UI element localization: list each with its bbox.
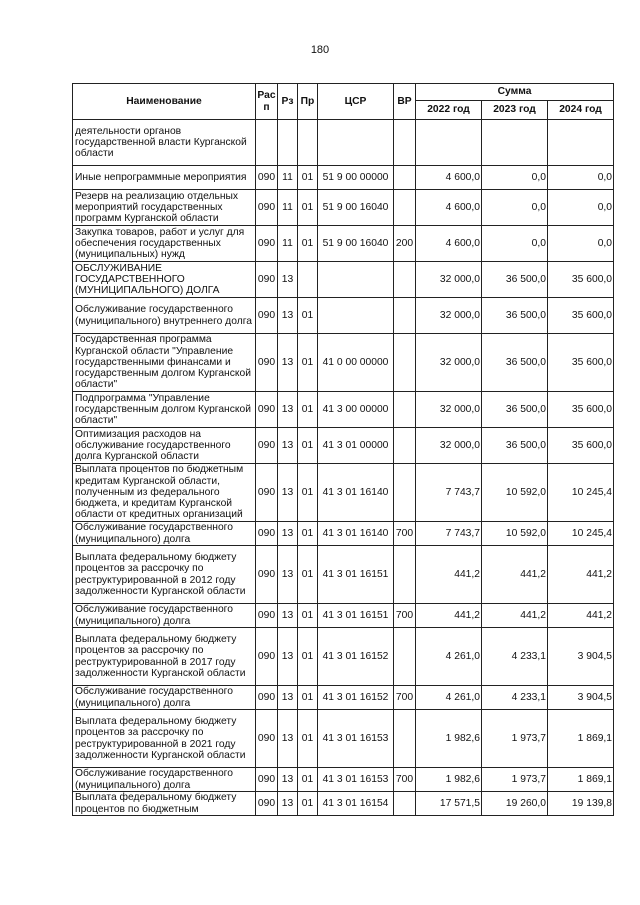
row-rasp: 090	[256, 710, 278, 768]
col-header-rasp: Рас п	[256, 84, 278, 120]
row-csr: 41 3 01 16140	[318, 522, 394, 546]
row-vr	[394, 428, 416, 464]
table-row	[73, 628, 614, 686]
row-name: Обслуживание государственного (муниципального) долга	[73, 768, 256, 792]
row-rasp: 090	[256, 464, 278, 522]
row-pr: 01	[298, 686, 318, 710]
row-name: Обслуживание государственного (муниципального) долга	[73, 686, 256, 710]
row-name: Выплата федеральному бюджету процентов за рассрочку по реструктурированной в 2017 году задолженности Курганской области	[73, 628, 256, 686]
row-pr: 01	[298, 464, 318, 522]
row-amount-2022: 7 743,7	[416, 464, 482, 522]
table-row	[73, 190, 614, 226]
row-csr: 41 3 01 16151	[318, 546, 394, 604]
table-row	[73, 262, 614, 298]
row-pr: 01	[298, 792, 318, 816]
row-amount-2024: 441,2	[548, 546, 614, 604]
row-amount-2022	[416, 120, 482, 166]
table-row	[73, 604, 614, 628]
row-vr: 700	[394, 522, 416, 546]
row-name: Подпрограмма "Управление государственным долгом Курганской области"	[73, 392, 256, 428]
row-vr	[394, 546, 416, 604]
row-rasp: 090	[256, 768, 278, 792]
row-rasp: 090	[256, 546, 278, 604]
row-rasp: 090	[256, 190, 278, 226]
row-rz: 13	[278, 464, 298, 522]
table-row	[73, 522, 614, 546]
row-amount-2022: 4 600,0	[416, 226, 482, 262]
row-rz: 13	[278, 522, 298, 546]
row-rasp: 090	[256, 298, 278, 334]
row-rasp	[256, 120, 278, 166]
row-csr	[318, 298, 394, 334]
row-amount-2023: 36 500,0	[482, 428, 548, 464]
row-rasp: 090	[256, 166, 278, 190]
row-rz: 11	[278, 226, 298, 262]
table-row	[73, 792, 614, 816]
row-rz: 13	[278, 428, 298, 464]
row-name: Иные непрограммные мероприятия	[73, 166, 256, 190]
row-amount-2022: 4 261,0	[416, 686, 482, 710]
row-name: деятельности органов государственной власти Курганской области	[73, 120, 256, 166]
row-amount-2023: 1 973,7	[482, 768, 548, 792]
row-amount-2022: 32 000,0	[416, 428, 482, 464]
col-header-2024: 2024 год	[548, 101, 614, 120]
row-pr: 01	[298, 392, 318, 428]
col-header-2023: 2023 год	[482, 101, 548, 120]
row-amount-2022: 7 743,7	[416, 522, 482, 546]
row-amount-2023: 4 233,1	[482, 686, 548, 710]
row-rz: 13	[278, 334, 298, 392]
row-csr	[318, 120, 394, 166]
row-name: Выплата федеральному бюджету процентов за рассрочку по реструктурированной в 2021 году задолженности Курганской области	[73, 710, 256, 768]
row-vr	[394, 262, 416, 298]
row-csr: 41 3 01 00000	[318, 428, 394, 464]
row-rz	[278, 120, 298, 166]
row-vr: 200	[394, 226, 416, 262]
row-pr: 01	[298, 298, 318, 334]
row-amount-2024: 35 600,0	[548, 298, 614, 334]
row-amount-2022: 32 000,0	[416, 298, 482, 334]
row-pr: 01	[298, 604, 318, 628]
table-row	[73, 710, 614, 768]
col-header-name: Наименование	[73, 84, 256, 120]
row-csr: 41 3 01 16151	[318, 604, 394, 628]
row-name: Закупка товаров, работ и услуг для обеспечения государственных (муниципальных) нужд	[73, 226, 256, 262]
row-vr	[394, 120, 416, 166]
row-amount-2024: 1 869,1	[548, 710, 614, 768]
table-row	[73, 464, 614, 522]
row-name: ОБСЛУЖИВАНИЕ ГОСУДАРСТВЕННОГО (МУНИЦИПАЛЬНОГО) ДОЛГА	[73, 262, 256, 298]
row-amount-2024: 35 600,0	[548, 428, 614, 464]
row-vr	[394, 166, 416, 190]
row-rz: 13	[278, 546, 298, 604]
row-name: Оптимизация расходов на обслуживание государственного долга Курганской области	[73, 428, 256, 464]
row-amount-2024	[548, 120, 614, 166]
row-pr: 01	[298, 546, 318, 604]
row-amount-2024: 3 904,5	[548, 628, 614, 686]
row-csr: 41 3 01 16152	[318, 628, 394, 686]
row-csr: 41 3 01 16154	[318, 792, 394, 816]
row-pr: 01	[298, 522, 318, 546]
row-name: Резерв на реализацию отдельных мероприятий государственных программ Курганской области	[73, 190, 256, 226]
row-rasp: 090	[256, 686, 278, 710]
col-header-pr: Пр	[298, 84, 318, 120]
row-csr	[318, 262, 394, 298]
table-row	[73, 428, 614, 464]
row-rz: 11	[278, 190, 298, 226]
col-header-csr: ЦСР	[318, 84, 394, 120]
row-pr: 01	[298, 768, 318, 792]
table-header	[73, 84, 614, 120]
row-rz: 13	[278, 298, 298, 334]
row-pr: 01	[298, 334, 318, 392]
row-rasp: 090	[256, 428, 278, 464]
row-amount-2023: 0,0	[482, 190, 548, 226]
row-vr	[394, 792, 416, 816]
row-amount-2024: 35 600,0	[548, 262, 614, 298]
row-amount-2024: 0,0	[548, 226, 614, 262]
table-body	[73, 120, 614, 816]
row-amount-2024: 3 904,5	[548, 686, 614, 710]
row-rz: 13	[278, 392, 298, 428]
row-name: Обслуживание государственного (муниципального) долга	[73, 522, 256, 546]
row-amount-2022: 4 600,0	[416, 190, 482, 226]
table-row	[73, 166, 614, 190]
row-amount-2024: 10 245,4	[548, 522, 614, 546]
row-amount-2024: 35 600,0	[548, 392, 614, 428]
col-header-vr: ВР	[394, 84, 416, 120]
row-amount-2023: 4 233,1	[482, 628, 548, 686]
row-name: Выплата федеральному бюджету процентов по бюджетным	[73, 792, 256, 816]
row-amount-2023: 10 592,0	[482, 522, 548, 546]
col-header-rz: Рз	[278, 84, 298, 120]
row-csr: 51 9 00 16040	[318, 226, 394, 262]
row-amount-2022: 32 000,0	[416, 262, 482, 298]
row-amount-2023: 10 592,0	[482, 464, 548, 522]
row-pr: 01	[298, 190, 318, 226]
row-amount-2023: 441,2	[482, 604, 548, 628]
row-amount-2023	[482, 120, 548, 166]
row-amount-2023: 19 260,0	[482, 792, 548, 816]
row-rz: 13	[278, 604, 298, 628]
col-header-2022: 2022 год	[416, 101, 482, 120]
row-amount-2023: 36 500,0	[482, 262, 548, 298]
row-name: Выплата процентов по бюджетным кредитам Курганской области, полученным из федерального бюджета, и кредитам Курганской области от кредитных организаций	[73, 464, 256, 522]
row-csr: 51 9 00 00000	[318, 166, 394, 190]
row-pr: 01	[298, 710, 318, 768]
row-amount-2023: 36 500,0	[482, 334, 548, 392]
row-vr	[394, 628, 416, 686]
row-pr	[298, 262, 318, 298]
row-csr: 41 3 01 16153	[318, 710, 394, 768]
row-pr: 01	[298, 428, 318, 464]
table-row	[73, 334, 614, 392]
row-amount-2024: 10 245,4	[548, 464, 614, 522]
row-amount-2023: 36 500,0	[482, 298, 548, 334]
row-amount-2024: 441,2	[548, 604, 614, 628]
row-csr: 41 0 00 00000	[318, 334, 394, 392]
row-rz: 13	[278, 686, 298, 710]
row-rasp: 090	[256, 334, 278, 392]
row-amount-2022: 441,2	[416, 604, 482, 628]
row-amount-2023: 441,2	[482, 546, 548, 604]
row-rz: 13	[278, 710, 298, 768]
row-rz: 13	[278, 628, 298, 686]
row-amount-2022: 17 571,5	[416, 792, 482, 816]
row-amount-2024: 1 869,1	[548, 768, 614, 792]
row-rasp: 090	[256, 628, 278, 686]
page-number: 180	[310, 44, 330, 56]
row-amount-2024: 35 600,0	[548, 334, 614, 392]
row-vr	[394, 464, 416, 522]
table-row	[73, 298, 614, 334]
row-rasp: 090	[256, 522, 278, 546]
table-row	[73, 226, 614, 262]
row-amount-2022: 32 000,0	[416, 334, 482, 392]
row-csr: 41 3 01 16140	[318, 464, 394, 522]
row-rz: 13	[278, 768, 298, 792]
row-vr	[394, 190, 416, 226]
row-amount-2022: 441,2	[416, 546, 482, 604]
row-rasp: 090	[256, 604, 278, 628]
row-vr	[394, 298, 416, 334]
table-row	[73, 392, 614, 428]
row-rasp: 090	[256, 392, 278, 428]
row-name: Обслуживание государственного (муниципального) долга	[73, 604, 256, 628]
table-row	[73, 686, 614, 710]
row-vr: 700	[394, 768, 416, 792]
row-vr: 700	[394, 686, 416, 710]
row-amount-2022: 4 261,0	[416, 628, 482, 686]
row-pr: 01	[298, 628, 318, 686]
row-pr: 01	[298, 166, 318, 190]
row-name: Обслуживание государственного (муниципального) внутреннего долга	[73, 298, 256, 334]
row-pr: 01	[298, 226, 318, 262]
row-vr	[394, 392, 416, 428]
row-csr: 41 3 00 00000	[318, 392, 394, 428]
row-vr	[394, 334, 416, 392]
row-pr	[298, 120, 318, 166]
row-rz: 11	[278, 166, 298, 190]
row-rz: 13	[278, 262, 298, 298]
row-csr: 51 9 00 16040	[318, 190, 394, 226]
row-name: Государственная программа Курганской области "Управление государственными финансами и государственным долгом Курганской области"	[73, 334, 256, 392]
row-amount-2022: 1 982,6	[416, 768, 482, 792]
row-csr: 41 3 01 16152	[318, 686, 394, 710]
row-amount-2024: 0,0	[548, 190, 614, 226]
table-row	[73, 120, 614, 166]
row-amount-2023: 1 973,7	[482, 710, 548, 768]
row-amount-2023: 0,0	[482, 166, 548, 190]
row-amount-2022: 4 600,0	[416, 166, 482, 190]
row-amount-2023: 0,0	[482, 226, 548, 262]
row-rasp: 090	[256, 226, 278, 262]
row-vr: 700	[394, 604, 416, 628]
table-row	[73, 768, 614, 792]
row-amount-2024: 0,0	[548, 166, 614, 190]
row-amount-2024: 19 139,8	[548, 792, 614, 816]
row-name: Выплата федеральному бюджету процентов за рассрочку по реструктурированной в 2012 году задолженности Курганской области	[73, 546, 256, 604]
row-amount-2022: 1 982,6	[416, 710, 482, 768]
row-rasp: 090	[256, 792, 278, 816]
table-row	[73, 546, 614, 604]
row-rasp: 090	[256, 262, 278, 298]
row-amount-2023: 36 500,0	[482, 392, 548, 428]
col-header-sum: Сумма	[416, 84, 614, 101]
row-amount-2022: 32 000,0	[416, 392, 482, 428]
row-rz: 13	[278, 792, 298, 816]
row-vr	[394, 710, 416, 768]
row-csr: 41 3 01 16153	[318, 768, 394, 792]
budget-table	[72, 83, 614, 816]
